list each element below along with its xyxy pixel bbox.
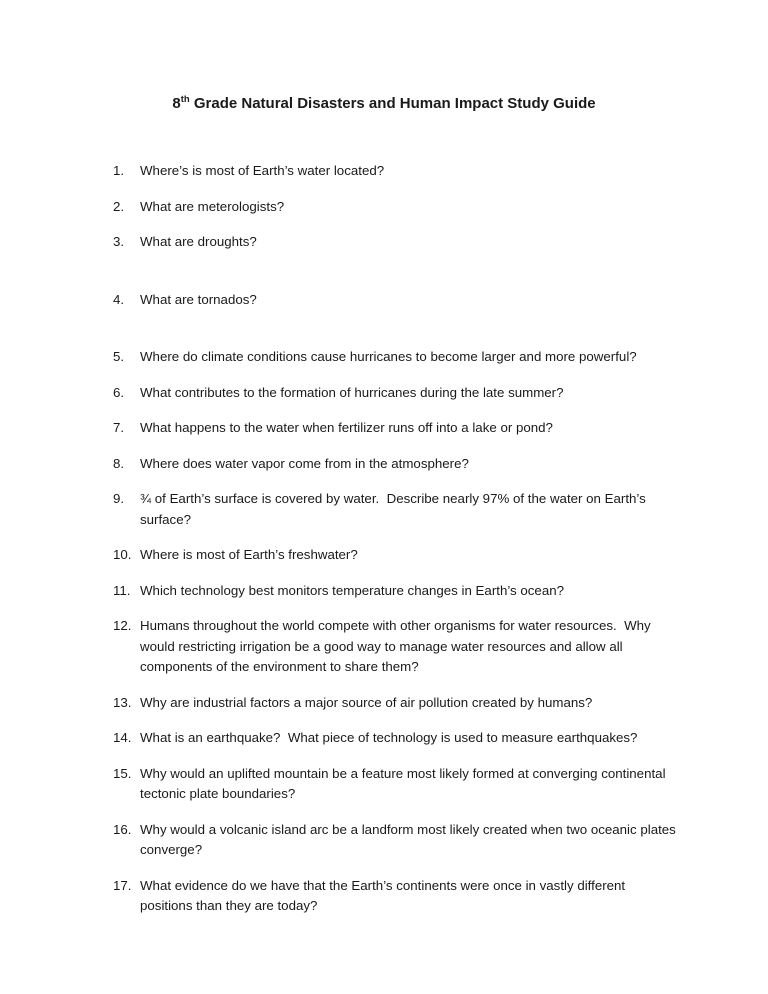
question-item — [113, 876, 676, 917]
question-text: Which technology best monitors temperature changes in Earth’s ocean? — [140, 582, 565, 598]
question-text: What happens to the water when fertilizer runs off into a lake or pond? — [140, 420, 553, 435]
question-item — [113, 616, 676, 678]
question-item — [113, 290, 676, 311]
question-number: 11. — [113, 582, 131, 598]
question-text: What is an earthquake? What piece of technology is used to measure earthquakes? — [140, 730, 638, 745]
question-text: What contributes to the formation of hurricanes during the late summer? — [140, 384, 564, 400]
question-item — [113, 161, 676, 182]
question-number: 10. — [113, 547, 132, 562]
question-text: What are tornados? — [140, 291, 257, 307]
question-number: 14. — [113, 730, 132, 745]
question-text: Why are industrial factors a major source of air pollution created by humans? — [140, 694, 593, 710]
title-text: Grade Natural Disasters and Human Impact Study Guide — [189, 95, 596, 112]
question-item — [113, 383, 676, 404]
question-item — [113, 347, 676, 368]
question-text: Humans throughout the world compete with other organisms for water resources. Why would restricting irrigation be a good way to manage water resources and allow all components of the environment to share them? — [140, 618, 655, 674]
question-number: 4. — [113, 291, 125, 307]
question-text: Where’s is most of Earth’s water located? — [140, 163, 385, 178]
question-text: Where is most of Earth’s freshwater? — [140, 547, 358, 562]
question-text: What are meterologists? — [140, 198, 285, 214]
question-number: 13. — [113, 694, 132, 710]
question-text: What evidence do we have that the Earth’s continents were once in vastly different positions than they are today? — [140, 877, 629, 913]
title-ordinal-suffix: th — [180, 94, 190, 105]
question-number: 8. — [113, 455, 125, 471]
question-number: 9. — [113, 491, 125, 506]
question-item — [113, 581, 676, 602]
question-item — [113, 764, 676, 805]
question-text: ¾ of Earth’s surface is covered by water. Describe nearly 97% of the water on Earth’s surface? — [140, 491, 650, 527]
question-item — [113, 545, 676, 566]
question-item — [113, 820, 680, 861]
question-text: Why would a volcanic island arc be a landform most likely created when two oceanic plates converge? — [140, 821, 680, 857]
question-list — [113, 161, 680, 917]
question-text: Where do climate conditions cause hurricanes to become larger and more powerful? — [140, 349, 637, 364]
question-number: 6. — [113, 384, 125, 400]
question-number: 15. — [113, 765, 132, 781]
question-item — [113, 232, 676, 253]
title-number: 8 — [172, 95, 181, 112]
question-number: 12. — [113, 618, 132, 633]
page-title — [0, 0, 768, 113]
question-number: 1. — [113, 163, 125, 178]
question-number: 3. — [113, 234, 125, 249]
question-item — [113, 418, 676, 439]
question-item — [113, 489, 676, 530]
question-text: Where does water vapor come from in the atmosphere? — [140, 455, 469, 471]
question-number: 17. — [113, 877, 132, 893]
question-item — [113, 728, 676, 749]
question-number: 5. — [113, 349, 125, 364]
question-number: 2. — [113, 198, 125, 214]
question-item — [113, 197, 676, 218]
question-text: What are droughts? — [140, 234, 257, 249]
question-item — [113, 693, 676, 714]
question-number: 16. — [113, 821, 132, 837]
question-text: Why would an uplifted mountain be a feature most likely formed at converging continental tectonic plate boundaries? — [140, 765, 670, 801]
question-item — [113, 454, 676, 475]
question-number: 7. — [113, 420, 125, 435]
